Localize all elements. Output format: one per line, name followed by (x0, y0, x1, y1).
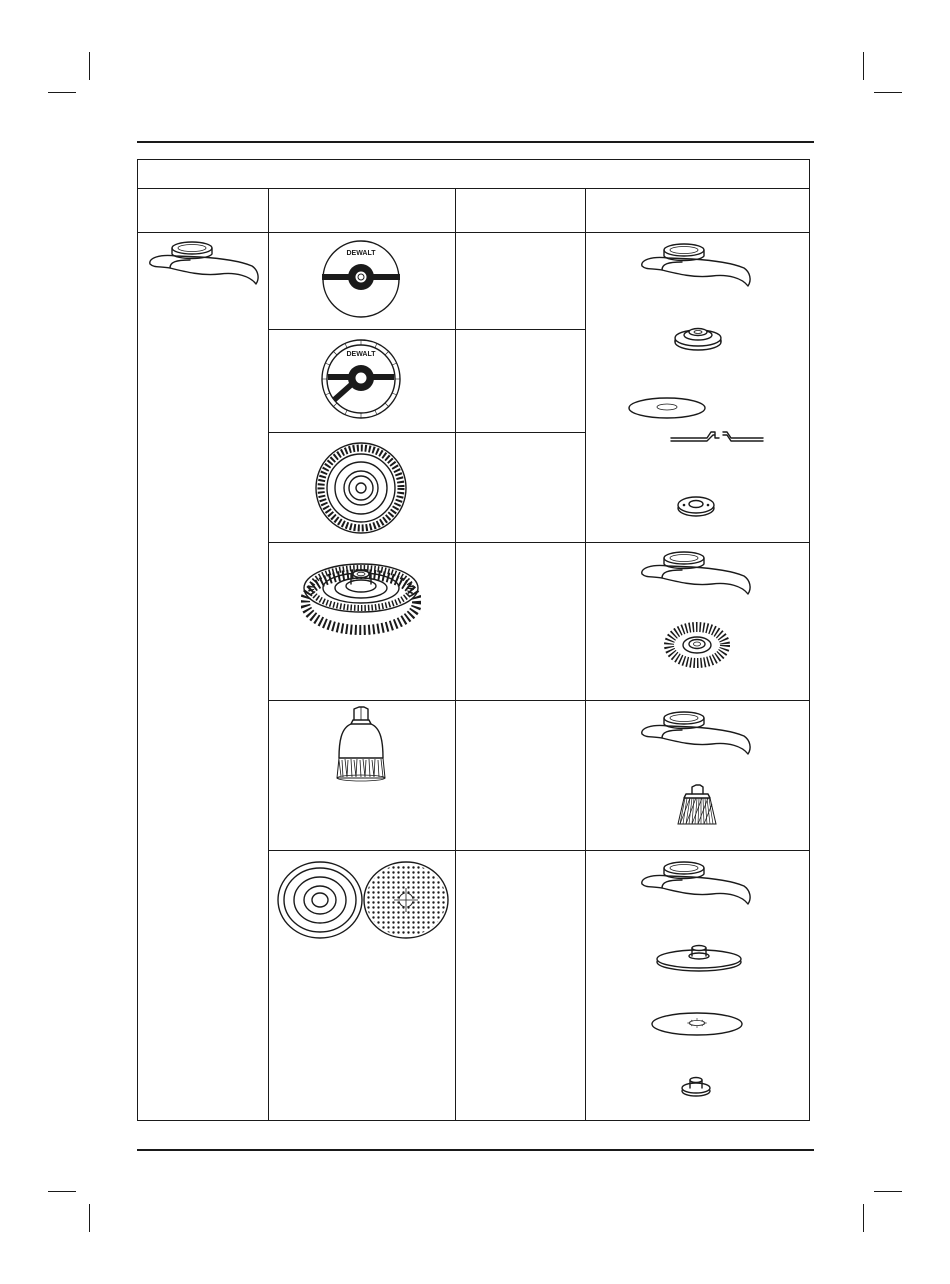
svg-text:DEWALT: DEWALT (346, 250, 376, 257)
guard-icon (638, 548, 754, 598)
row-divider (268, 542, 810, 543)
wire-cup-brush-icon (672, 784, 722, 828)
guard-icon (638, 708, 754, 758)
row-divider (268, 329, 586, 330)
clamp-nut-icon (675, 490, 717, 520)
backing-flange-icon (672, 322, 724, 352)
column-divider (268, 188, 269, 1121)
wire-wheel-icon (664, 622, 730, 668)
table-title-divider (137, 188, 810, 189)
column-divider (585, 188, 586, 1121)
wheel-profile-icon (627, 394, 767, 444)
twisted-wire-wheel-icon (301, 550, 421, 638)
table-border (809, 159, 810, 1121)
sanding-pad-icon (276, 860, 451, 940)
table-header-divider (137, 232, 810, 233)
wire-cup-brush-icon (333, 706, 389, 784)
row-divider (268, 850, 810, 851)
clamp-nut-icon (679, 1075, 713, 1099)
svg-text:DEWALT: DEWALT (346, 351, 376, 358)
table-border (137, 159, 810, 160)
table-title (145, 166, 795, 182)
guard-icon (638, 858, 754, 908)
row-divider (268, 432, 586, 433)
column-divider (455, 188, 456, 1121)
guard-icon (146, 238, 262, 288)
backing-pad-icon (654, 938, 744, 974)
sanding-disc-icon (650, 1008, 744, 1038)
table-border (137, 159, 138, 1121)
guard-icon (638, 240, 754, 290)
row-divider (268, 700, 810, 701)
table-border (137, 1120, 810, 1121)
diamond-blade-icon (320, 338, 402, 420)
cutting-wheel-icon (320, 238, 402, 320)
wire-wheel-icon (313, 440, 409, 536)
